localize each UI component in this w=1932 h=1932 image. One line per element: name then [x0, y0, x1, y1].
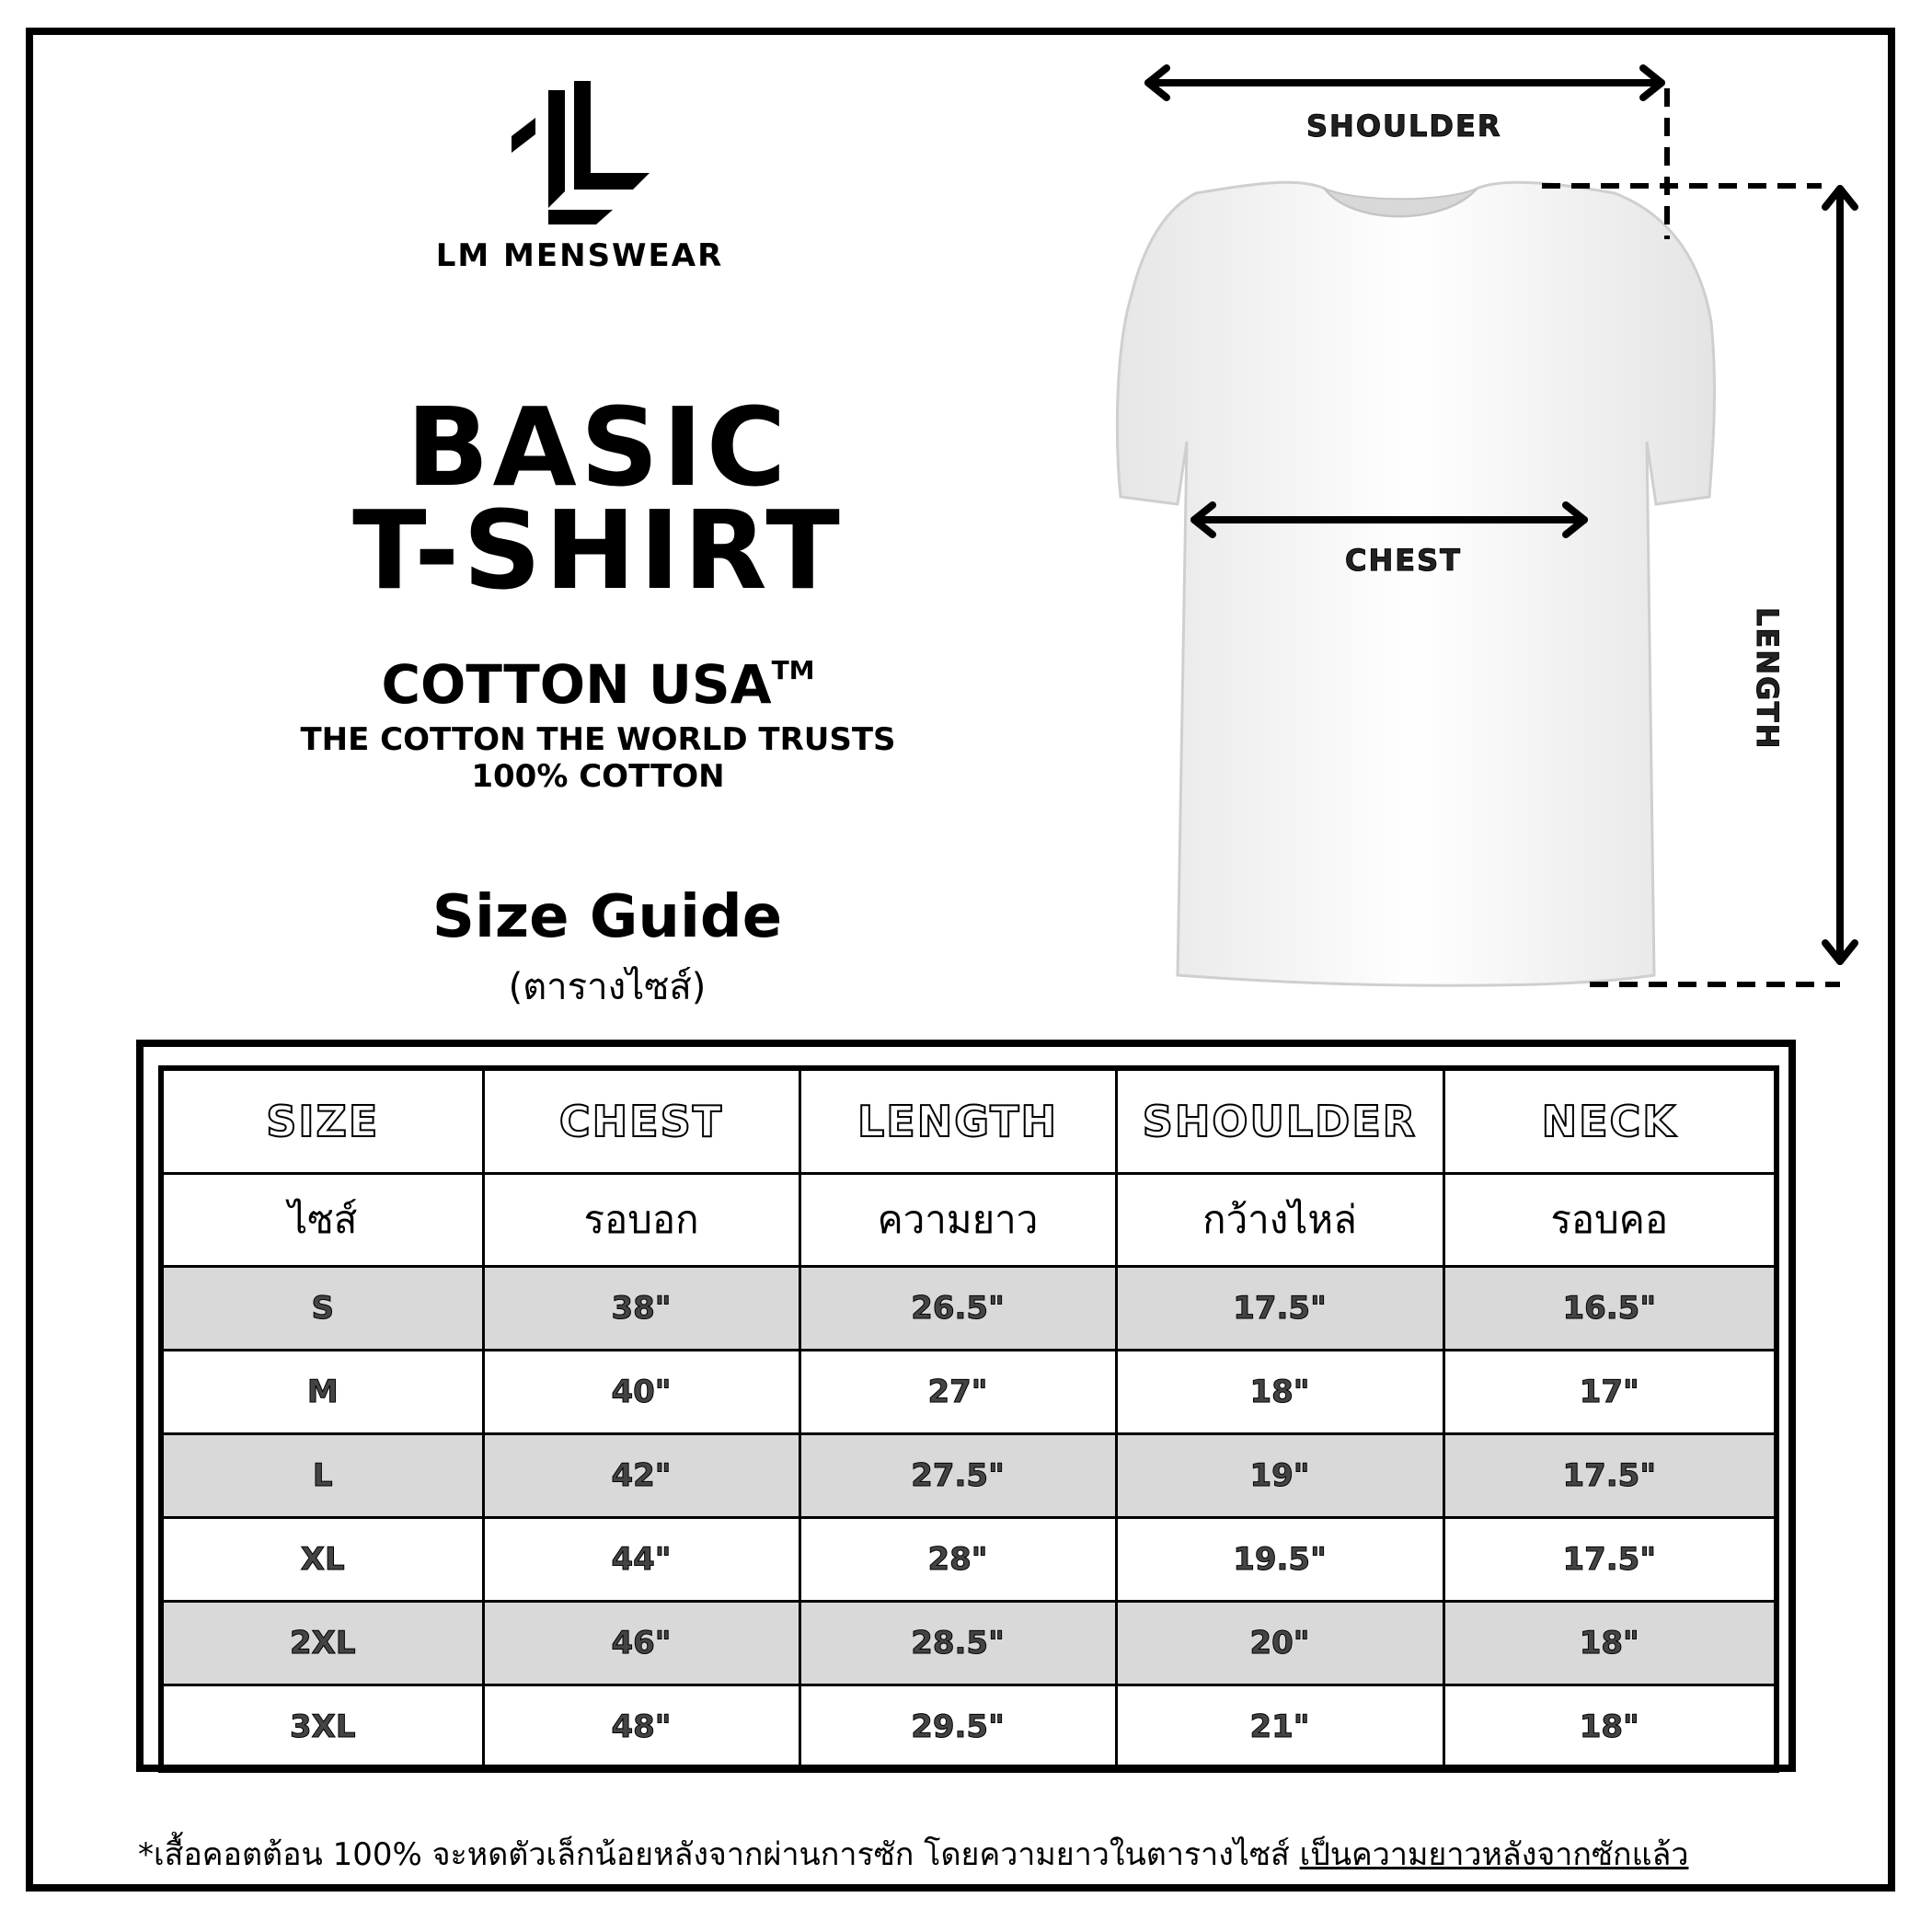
table-cell: 44" — [483, 1518, 799, 1602]
table-row — [161, 1434, 1777, 1518]
size-guide-title: Size Guide — [431, 883, 783, 951]
header-length-th: ความยาว — [799, 1174, 1116, 1267]
size-table — [158, 1065, 1779, 1773]
table-cell: 19" — [1116, 1434, 1443, 1518]
table-cell: 28.5" — [799, 1602, 1116, 1685]
table-cell: 40" — [483, 1351, 799, 1434]
product-title — [276, 384, 920, 614]
table-header-thai-row — [161, 1174, 1777, 1267]
header-chest-th: รอบอก — [483, 1174, 799, 1267]
header-neck: NECK — [1443, 1068, 1777, 1174]
header-shoulder: SHOULDER — [1116, 1068, 1443, 1174]
table-row — [161, 1267, 1777, 1351]
header-size-th: ไซส์ — [161, 1174, 483, 1267]
footnote-text: *เสื้อคอตต้อน 100% จะหดตัวเล็กน้อยหลังจากผ่านการซัก โดยความยาวในตารางไซส์ — [138, 1836, 1300, 1873]
table-cell: 42" — [483, 1434, 799, 1518]
cotton-usa-text: COTTON USA — [381, 653, 772, 716]
table-cell: 46" — [483, 1602, 799, 1685]
length-label: LENGTH — [1750, 607, 1785, 751]
table-cell: 17.5" — [1443, 1434, 1777, 1518]
table-row — [161, 1518, 1777, 1602]
product-title-line1: BASIC — [406, 384, 790, 511]
table-row — [161, 1685, 1777, 1771]
header-chest: CHEST — [483, 1068, 799, 1174]
table-header-row — [161, 1068, 1777, 1174]
table-cell: 3XL — [161, 1685, 483, 1771]
table-cell: S — [161, 1267, 483, 1351]
table-cell: 27" — [799, 1351, 1116, 1434]
tshirt-diagram — [1012, 55, 1877, 1012]
tagline-line1: THE COTTON THE WORLD TRUSTS — [300, 721, 896, 758]
table-cell: 20" — [1116, 1602, 1443, 1685]
table-cell: L — [161, 1434, 483, 1518]
table-row — [161, 1351, 1777, 1434]
table-cell: XL — [161, 1518, 483, 1602]
tagline-line2: 100% COTTON — [471, 758, 725, 795]
table-cell: 2XL — [161, 1602, 483, 1685]
size-guide-subtitle: (ตารางไซส์) — [508, 966, 707, 1008]
cotton-usa-label — [350, 653, 846, 716]
table-cell: 17.5" — [1443, 1518, 1777, 1602]
table-cell: 18" — [1443, 1602, 1777, 1685]
table-cell: 29.5" — [799, 1685, 1116, 1771]
table-cell: 27.5" — [799, 1434, 1116, 1518]
tshirt-icon — [1117, 182, 1714, 985]
footnote-underlined: เป็นความยาวหลังจากซักแล้ว — [1299, 1836, 1689, 1873]
table-cell: M — [161, 1351, 483, 1434]
brand-name: LM MENSWEAR — [435, 237, 724, 274]
table-row — [161, 1602, 1777, 1685]
table-cell: 26.5" — [799, 1267, 1116, 1351]
header-neck-th: รอบคอ — [1443, 1174, 1777, 1267]
table-cell: 38" — [483, 1267, 799, 1351]
header-size: SIZE — [161, 1068, 483, 1174]
table-cell: 28" — [799, 1518, 1116, 1602]
shoulder-label: SHOULDER — [1306, 109, 1502, 144]
cotton-tagline — [230, 721, 966, 795]
table-cell: 19.5" — [1116, 1518, 1443, 1602]
table-cell: 16.5" — [1443, 1267, 1777, 1351]
tshirt-diagram-svg — [1012, 55, 1877, 1012]
table-cell: 18" — [1443, 1685, 1777, 1771]
trademark-mark: TM — [771, 655, 815, 685]
lm-logo-icon — [512, 81, 650, 228]
table-cell: 48" — [483, 1685, 799, 1771]
table-cell: 17.5" — [1116, 1267, 1443, 1351]
table-cell: 18" — [1116, 1351, 1443, 1434]
footnote — [138, 1829, 1812, 1879]
table-cell: 17" — [1443, 1351, 1777, 1434]
header-length: LENGTH — [799, 1068, 1116, 1174]
chest-label: CHEST — [1345, 543, 1462, 578]
table-cell: 21" — [1116, 1685, 1443, 1771]
header-shoulder-th: กว้างไหล่ — [1116, 1174, 1443, 1267]
product-title-line2: T-SHIRT — [352, 487, 844, 614]
